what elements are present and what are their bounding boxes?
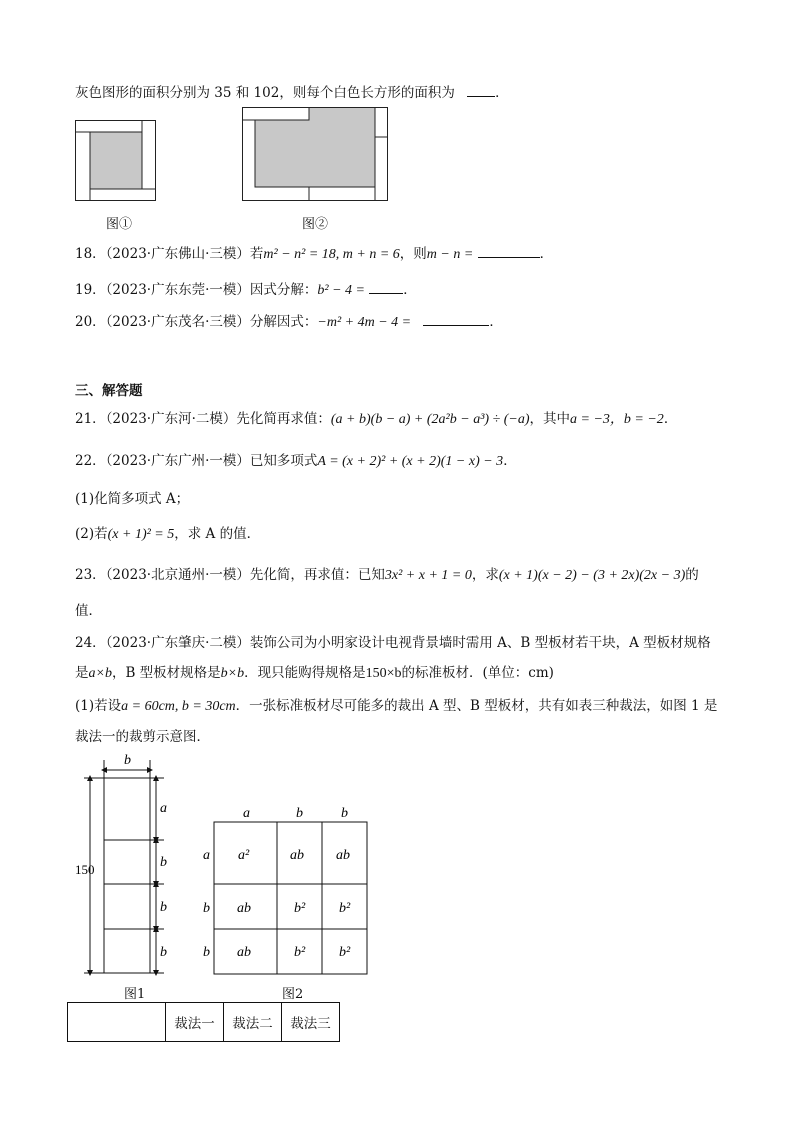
q18-number: 18．: [75, 246, 106, 262]
q21-mid: ，其中: [529, 411, 571, 427]
table-row: [68, 1003, 340, 1042]
figure-1-caption: 图①: [106, 217, 133, 232]
section-title: 三、解答题: [75, 383, 143, 399]
fig2-cell: a²: [238, 848, 250, 863]
q19-source: （2023·广东东莞·一模）: [105, 282, 250, 298]
figure-area-grid-2: [200, 805, 380, 980]
fig1-seg-label-1: a: [160, 801, 167, 816]
q18-line: [75, 245, 553, 264]
q19-expression: b² − 4 =: [317, 283, 365, 298]
figure-1-square: [75, 120, 165, 210]
q21-number: 21．: [75, 411, 106, 427]
q23-prefix: 先化简，再求值：已知: [249, 567, 385, 583]
fig2-cell: ab: [237, 901, 251, 916]
q18-mid: ，则: [399, 246, 427, 262]
q19-line: [75, 281, 417, 300]
q23-expression: (x + 1)(x − 2) − (3 + 2x)(2x − 3): [498, 568, 686, 583]
fig2-cell: ab: [336, 848, 350, 863]
q21-line: [75, 410, 677, 429]
q23-continuation: 值．: [75, 603, 102, 619]
fig2-cell: b²: [339, 901, 351, 916]
figure-2-rectangle: [242, 107, 392, 202]
fig2-col-header-3: b: [341, 806, 348, 821]
q23-line: [75, 566, 699, 585]
q21-condition: a = −3，b = −2: [570, 412, 664, 427]
q24-line1: [75, 634, 711, 652]
fig2-col-header-1: a: [243, 806, 250, 821]
fig1-seg-label-2: b: [160, 855, 167, 870]
q22-source: （2023·广东广州·一模）: [105, 453, 250, 469]
fig2-cell: b²: [294, 901, 306, 916]
q20-prefix: 分解因式：: [249, 314, 318, 330]
q24-p1c: ．一张标准板材尽可能多的裁出 A 型、B 型板材，共有如表三种裁法，如图 1 是: [235, 698, 718, 714]
q20-end: ．: [489, 314, 503, 330]
q17-text-line: [75, 84, 509, 102]
q17-answer-blank[interactable]: [467, 84, 495, 97]
fig2-cell: b²: [294, 945, 306, 960]
q20-source: （2023·广东茂名·三模）: [105, 314, 250, 330]
q20-number: 20．: [75, 314, 106, 330]
q23-condition: 3x² + x + 1 = 0: [384, 568, 472, 583]
q21-source: （2023·广东河·二模）: [105, 411, 237, 427]
q21-end: ．: [663, 411, 678, 427]
q19-end: ．: [403, 282, 417, 298]
q24-p1a: (1)若设: [75, 698, 122, 714]
fig2-row-header-3: b: [203, 945, 210, 960]
q24-standard-spec: 150×b: [365, 666, 402, 681]
q18-answer-blank[interactable]: [478, 245, 540, 258]
q24-part1: [75, 697, 717, 716]
q22-part2-suffix: ，求 A 的值．: [174, 526, 261, 542]
q23-source: （2023·北京通州·一模）: [105, 567, 250, 583]
q24-text-line1: 装饰公司为小明家设计电视背景墙时需用 A、B 型板材若干块，A 型板材规格: [249, 635, 711, 651]
fig2-cell: ab: [237, 945, 251, 960]
q19-answer-blank[interactable]: [369, 281, 403, 294]
q18-ask: m − n =: [426, 247, 474, 262]
fig2-cell: ab: [290, 848, 304, 863]
table-header-method-1: 裁法一: [166, 1003, 224, 1042]
q18-expression: m² − n² = 18, m + n = 6: [263, 247, 400, 262]
q21-expression: (a + b)(b − a) + (2a²b − a³) ÷ (−a): [330, 412, 530, 427]
q23-end: 的: [685, 567, 699, 583]
cutting-method-table: [67, 1002, 340, 1042]
q24-l2e: ．现只能购得规格是: [244, 665, 366, 681]
figure-cut-diagram-1: [70, 748, 190, 983]
table-cell-blank: [68, 1003, 166, 1042]
q22-prefix: 已知多项式: [249, 453, 318, 469]
q22-number: 22．: [75, 453, 106, 469]
q24-part1-cont: 裁法一的裁剪示意图．: [75, 729, 210, 745]
q22-part2-expression: (x + 1)² = 5: [107, 527, 175, 542]
q22-part2: [75, 525, 260, 544]
q18-source: （2023·广东佛山·三模）: [105, 246, 250, 262]
fig2-cell: b²: [339, 945, 351, 960]
q19-number: 19．: [75, 282, 106, 298]
fig2-col-header-2: b: [296, 806, 303, 821]
q24-l2g: 的标准板材．(单位：cm): [401, 665, 554, 681]
table-header-method-2: 裁法二: [224, 1003, 282, 1042]
q24-source: （2023·广东肇庆·二模）: [105, 635, 250, 651]
q19-prefix: 因式分解：: [249, 282, 318, 298]
q21-prefix: 先化简再求值：: [236, 411, 331, 427]
q24-l2a: 是: [75, 665, 89, 681]
q20-expression: −m² + 4m − 4 =: [317, 315, 412, 330]
fig1-caption: 图1: [124, 987, 146, 1002]
q17-end: ．: [495, 85, 509, 101]
fig1-seg-label-3: b: [160, 900, 167, 915]
fig1-seg-label-4: b: [160, 945, 167, 960]
fig2-caption: 图2: [282, 987, 304, 1002]
table-header-method-3: 裁法三: [282, 1003, 340, 1042]
q24-line2: [75, 664, 554, 683]
q22-line: [75, 452, 517, 471]
q24-b-spec: b×b: [220, 666, 245, 681]
q22-expression: A = (x + 2)² + (x + 2)(1 − x) − 3: [317, 454, 504, 469]
fig1-top-label: b: [124, 753, 131, 768]
q23-mid: ，求: [471, 567, 499, 583]
q20-line: [75, 313, 503, 332]
q22-end: ．: [503, 453, 517, 469]
figure-2-caption: 图②: [302, 217, 329, 232]
q23-number: 23．: [75, 567, 106, 583]
q24-p1-values: a = 60cm, b = 30cm: [121, 699, 236, 714]
fig1-side-label: 150: [75, 862, 95, 877]
q22-part2-prefix: (2)若: [75, 526, 108, 542]
q24-number: 24．: [75, 635, 106, 651]
fig2-row-header-1: a: [203, 848, 210, 863]
q22-part1: (1)化简多项式 A；: [75, 491, 190, 507]
q24-l2c: ，B 型板材规格是: [111, 665, 221, 681]
q18-end: ．: [539, 246, 554, 262]
q24-a-spec: a×b: [88, 666, 112, 681]
fig2-row-header-2: b: [203, 901, 210, 916]
q17-text: 灰色图形的面积分别为 35 和 102，则每个白色长方形的面积为: [75, 85, 455, 101]
q18-prefix: 若: [249, 246, 264, 262]
q20-answer-blank[interactable]: [423, 313, 489, 326]
